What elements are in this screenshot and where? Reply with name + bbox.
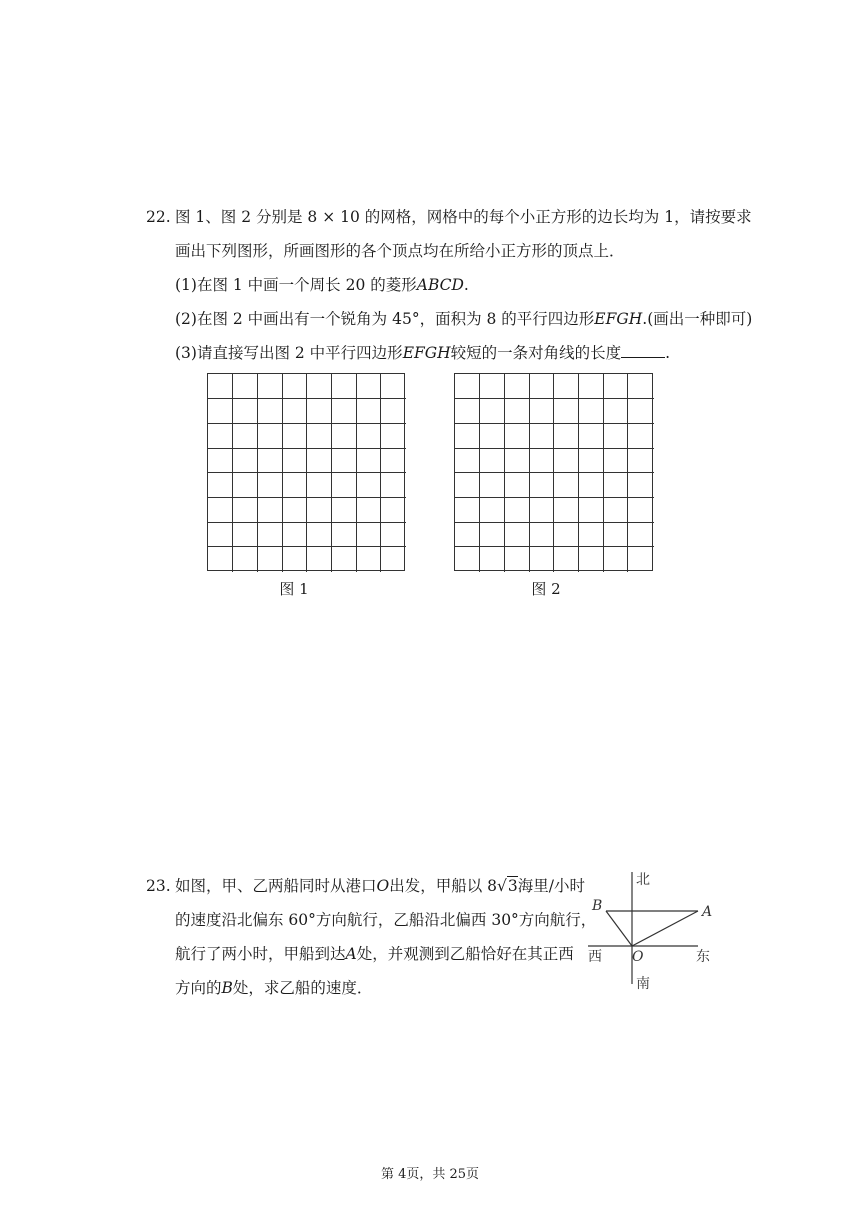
compass-diagram (586, 866, 726, 996)
math-var: A (345, 945, 357, 963)
sub-question-1: (1)在图 1 中画一个周长 20 的菱形ABCD. (175, 276, 469, 294)
question-22 (146, 200, 753, 362)
question-text-line: 航行了两小时，甲船到达A处，并观测到乙船恰好在其正西 (175, 945, 574, 963)
answer-blank (621, 343, 665, 358)
grid-lines (455, 374, 654, 572)
math-var: ABCD (416, 276, 464, 294)
grid-figure-2 (454, 373, 653, 571)
question-number: 23. (146, 877, 171, 895)
sub-question-2: (2)在图 2 中画出有一个锐角为 45°，面积为 8 的平行四边形EFGH.(画出一种即可) (175, 310, 753, 328)
point-a-label: A (702, 904, 713, 920)
west-label: 西 (588, 949, 602, 965)
point-b-label: B (592, 898, 603, 914)
math-var: EFGH (402, 344, 451, 362)
sub-question-3: (3)请直接写出图 2 中平行四边形EFGH较短的一条对角线的长度 . (175, 344, 671, 362)
question-text-line: 如图，甲、乙两船同时从港口O出发，甲船以 8√3海里/小时 (175, 869, 585, 903)
segment-oa (632, 911, 698, 946)
segment-ob (606, 911, 632, 946)
math-var: EFGH (594, 310, 643, 328)
grid-lines (208, 374, 406, 572)
question-text-line: 画出下列图形，所画图形的各个顶点均在所给小正方形的顶点上． (175, 242, 625, 260)
question-23 (146, 869, 597, 1005)
figure-1-caption: 图 1 (279, 580, 309, 598)
math-var: B (221, 979, 233, 997)
figure-2-caption: 图 2 (531, 580, 561, 598)
question-text-line: 的速度沿北偏东 60°方向航行，乙船沿北偏西 30°方向航行， (175, 911, 597, 929)
north-label: 北 (636, 872, 650, 888)
question-text-line: 方向的B处，求乙船的速度． (175, 979, 373, 997)
point-o-label: O (632, 949, 644, 965)
question-number: 22. (146, 208, 171, 226)
grid-figure-1 (207, 373, 405, 571)
math-var: O (376, 877, 390, 895)
page-footer: 第 4页，共 25页 (380, 1167, 480, 1182)
south-label: 南 (636, 976, 650, 992)
sqrt-expression: √3 (497, 877, 518, 895)
east-label: 东 (696, 949, 710, 965)
question-text-line: 图 1、图 2 分别是 8 × 10 的网格，网格中的每个小正方形的边长均为 1，请按要求 (175, 208, 752, 226)
